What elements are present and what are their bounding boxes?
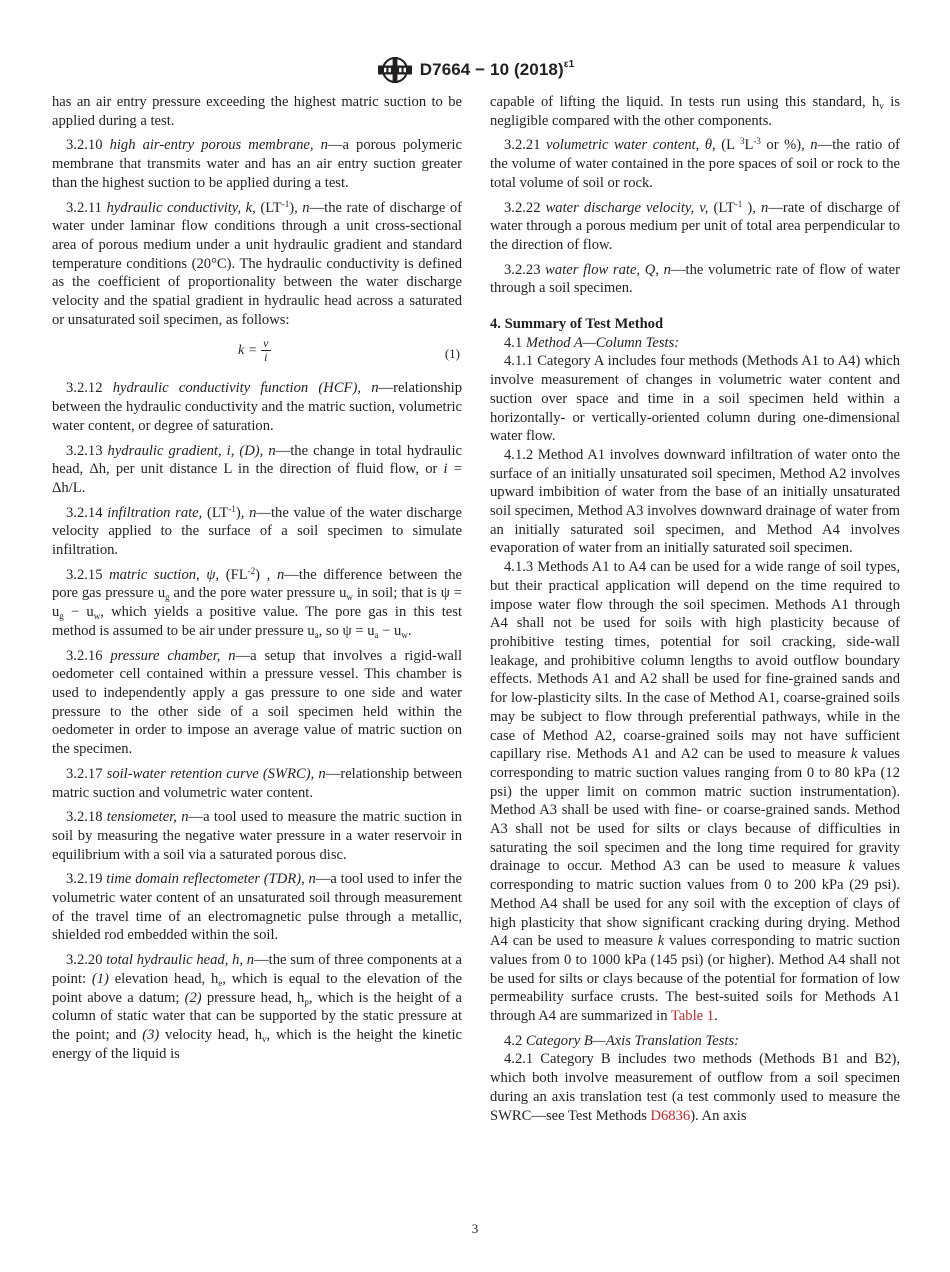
definition-3-2-11: 3.2.11 hydraulic conductivity, k, $(LT^{-1})$, n—the rate of discharge of water under laminar flow conditions through a unit cross-sectional area of porous medium under a unit hydraulic gradient and standard temperature conditions (20°C). The hydraulic conductivity is defined as the coefficient of proportionality between the water discharge velocity and the spatial gradient in hydraulic head across a saturated or unsaturated soil specimen, as follows: xyxy=(52,198,462,328)
definition-3-2-22: 3.2.22 water discharge velocity, v, ($LT^{-1}$ ), n—rate of discharge of water through a porous medium per unit of total area perpendicular to the direction of flow. xyxy=(490,198,901,253)
paragraph-4-2-1: 4.2.1 Category B includes two methods (Methods B1 and B2), which both involve measurement of outflow from a soil specimen during an axis translation test (a test commonly used to measure the SWRC—see Test Methods D6836). An axis xyxy=(490,1051,900,1124)
definition-3-2-16: 3.2.16 pressure chamber, n—a setup that involves a rigid-wall oedometer cell contained within a pressure vessel. This chamber is used to independently apply a gas pressure to one side and water pressure to the other side of a soil specimen held within the oedometer in order to impose an average value of matric suction on the specimen. xyxy=(52,647,462,758)
term: volumetric water content, θ, xyxy=(546,137,716,154)
definition-3-2-17: 3.2.17 soil-water retention curve (SWRC), n—relationship between matric suction and volumetric water content. xyxy=(52,765,462,801)
equation-1: k = $\frac{v}{i}$ (1) xyxy=(238,336,460,365)
definition-3-2-23: 3.2.23 water flow rate, Q, n—the volumetric rate of flow of water through a soil specimen. xyxy=(490,261,900,297)
page-header xyxy=(0,52,950,88)
definition-3-2-21: 3.2.21 volumetric water content, θ, (L $^3L^{-3}$ or %), n—the ratio of the volume of water contained in the pore spaces of soil or rock to the total volume of soil or rock. xyxy=(490,136,900,191)
paragraph-4-1-1: 4.1.1 Category A includes four methods (Methods A1 to A4) which involve measurement of changes in volumetric water content and suction over space and time in a soil specimen held within a horizontally- or vertically-oriented column during one-dimensional water flow. xyxy=(490,353,900,445)
definition-3-2-10: 3.2.10 high air-entry porous membrane, n—a porous polymeric membrane that transmits water and has an air entry suction greater than the highest suction to be applied during a test. xyxy=(52,137,462,191)
term: infiltration rate, xyxy=(107,504,203,521)
equation-number: (1) xyxy=(444,346,460,362)
term: matric suction, ψ, xyxy=(109,566,220,583)
equation-fraction: $\frac{v}{i}$ xyxy=(263,336,269,365)
term: hydraulic gradient, i, (D), n xyxy=(107,442,276,459)
continuation-paragraph: capable of lifting the liquid. In tests run using this standard, $h_v$ is negligible compared with the other components. xyxy=(490,94,900,129)
term: water flow rate, Q, n xyxy=(545,261,671,278)
term: tensiometer, n xyxy=(106,809,189,826)
term: hydraulic conductivity function (HCF), n xyxy=(112,380,379,397)
standard-designation: D7664 − 10 $(2018)^{\varepsilon 1}$ xyxy=(419,59,575,79)
definition-3-2-15: 3.2.15 matric suction, ψ, $(FL^{-2})$ , n—the difference between the pore gas pressure $u_g$ and the pore water pressure $u_w$ in soil; that is $\psi = u_g - u_w$, which yields a positive value. The pore gas in this test method is assumed to be air under pressure $u_a$, so $\psi = u_a - u_w$. xyxy=(52,565,462,640)
paragraph-4-1-2: 4.1.2 Method A1 involves downward infiltration of water onto the surface of an initially unsaturated soil specimen, Method A2 involves upward imbibition of water from the base of an initially unsaturated soil specimen, Method A3 involves downward drainage of water from an initially saturated soil specimen, and Method A4 involves evaporation of water from an initially saturated soil specimen. xyxy=(490,446,900,557)
left-column xyxy=(52,93,462,1063)
term: water discharge velocity, v, xyxy=(545,199,709,216)
epsilon-superscript: ε1 xyxy=(563,59,575,70)
astm-logo-icon xyxy=(376,55,414,85)
term: soil-water retention curve (SWRC), n xyxy=(106,765,326,782)
right-column xyxy=(490,93,900,1125)
definition-3-2-19: 3.2.19 time domain reflectometer (TDR), n—a tool used to infer the volumetric water content of an unsaturated soil through measurement of the travel time of an electromagnetic pulse through a metallic, shielded rod embedded within the soil. xyxy=(52,871,463,944)
continuation-paragraph: has an air entry pressure exceeding the highest matric suction to be applied during a test. xyxy=(52,94,462,129)
term: hydraulic conductivity, k, xyxy=(106,199,256,216)
definition-3-2-14: 3.2.14 infiltration rate, $(LT^{-1})$, n—the value of the water discharge velocity applied to the surface of a soil specimen to simulate infiltration. xyxy=(52,503,462,559)
term: pressure chamber, n xyxy=(110,647,236,664)
definition-3-2-13: 3.2.13 hydraulic gradient, i, (D), n—the change in total hydraulic head, Δh, per unit distance L in the direction of fluid flow, or i = Δh/L. xyxy=(52,442,463,496)
paragraph-4-1-3: 4.1.3 Methods A1 to A4 can be used for a wide range of soil types, but their practical application will depend on the time required to impose water flow through the soil specimen. Methods A1 through A4 shall not be used for soils with high plasticity because of prohibitive testing times, potential for soil cracking, side-wall leakage, and prohibitive column lengths to avoid outflow boundary effects. Methods A1 and A2 shall be used for fine-grained sands and for low-plasticity silts. In the case of Method A1, coarse-grained soils may be subject to flow through preferential pathways, while in the case of Method A2, coarse-grained soils may not have sufficient capillary rise. Methods A1 and A2 can be used to measure k values corresponding to matric suction values ranging from 0 to 80 kPa (12 psi) the upper limit on common matric suction instrumentation). Method A3 shall be used with fine- or coarse-grained sands. Method A3 shall not be used for silts or clays because of difficulties in saturating the soil specimen and the long time required for gravity drainage to occur. Method A3 can be used to measure k values corresponding to matric suction values from 0 to 200 kPa (29 psi). Method A4 shall be used for any soil with the exception of clays of high plasticity that show significant cracking during drying. Method A4 can be used to measure k values corresponding to matric suction values from 0 to 1000 kPa (145 psi) (or higher). Method A4 shall not be used for silts or clays because of the potential for formation of low permeability surface crusts. The best-suited soils for Methods A1 through A4 are summarized in Table 1. xyxy=(490,559,900,1025)
d6836-link[interactable]: D6836 xyxy=(650,1107,691,1124)
term: time domain reflectometer (TDR), n xyxy=(106,871,316,888)
subsection-4-2: 4.2 Category B—Axis Translation Tests: xyxy=(504,1032,740,1049)
table-1-link[interactable]: Table 1 xyxy=(670,1008,715,1025)
section-heading: 4. Summary of Test Method xyxy=(490,316,664,333)
term: high air-entry porous membrane, n xyxy=(109,137,328,154)
definition-3-2-18: 3.2.18 tensiometer, n—a tool used to measure the matric suction in soil by measuring the negative water pressure in a water reservoir in equilibrium with a soil via a saturated porous disc. xyxy=(52,809,462,863)
term: total hydraulic head, h, n xyxy=(106,952,255,969)
subsection-4-1: 4.1 Method A—Column Tests: xyxy=(504,334,680,351)
definition-3-2-20: 3.2.20 total hydraulic head, h, n—the sum of three components at a point: (1) elevation head, $h_e$, which is equal to the elevation of the point above a datum; (2) pressure head, $h_p$, which is the height of a column of static water that can be supported by the static pressure at the point; and (3) velocity head, $h_v$, which is the height the kinetic energy of the liquid is xyxy=(52,952,463,1062)
definition-3-2-12: 3.2.12 hydraulic conductivity function (HCF), n—relationship between the hydraulic conductivity and the matric suction, volumetric water content, or degree of saturation. xyxy=(52,380,462,434)
page-number: 3 xyxy=(471,1221,479,1236)
